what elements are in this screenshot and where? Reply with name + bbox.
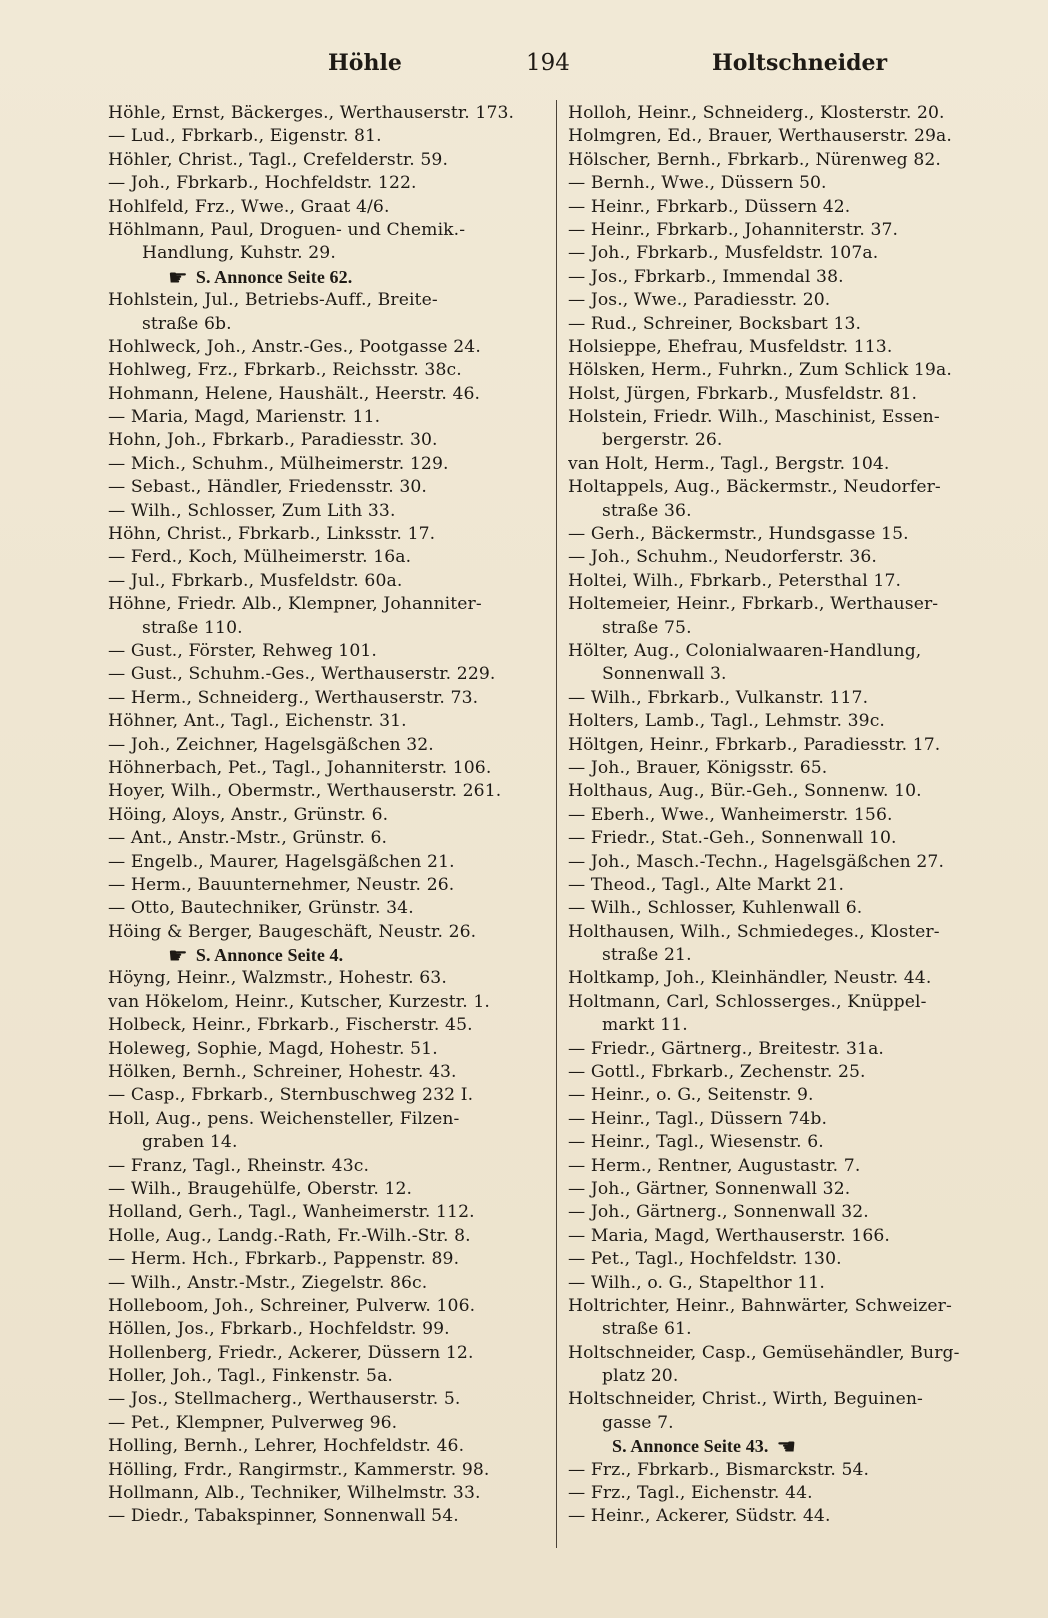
entry-text: Holtappels, Aug., Bäckermstr., Neudorfer- [568,477,941,498]
entry-text: — Frz., Tagl., Eichenstr. 44. [568,1483,813,1504]
entry-text: — Pet., Klempner, Pulverweg 96. [108,1412,398,1433]
directory-entry [568,453,1008,476]
entry-text: straße 36. [602,500,692,521]
directory-entry [568,967,1008,990]
directory-entry [568,1178,1008,1201]
entry-continuation [108,313,533,336]
directory-entry [568,313,1008,336]
entry-text: — Wilh., Schlosser, Kuhlenwall 6. [568,898,863,919]
entry-text: — Joh., Brauer, Königsstr. 65. [568,757,828,778]
entry-text: Holleboom, Joh., Schreiner, Pulverw. 106. [108,1295,476,1316]
directory-entry [108,1435,533,1458]
directory-entry [568,125,1008,148]
entry-text: Holstein, Friedr. Wilh., Maschinist, Essen- [568,407,940,428]
directory-entry [108,804,533,827]
entry-text: — Joh., Fbrkarb., Hochfeldstr. 122. [108,173,417,194]
entry-text: — Friedr., Stat.-Geh., Sonnenwall 10. [568,828,897,849]
entry-text: — Herm., Schneiderg., Werthauserstr. 73. [108,687,479,708]
entry-text: Holbeck, Heinr., Fbrkarb., Fischerstr. 45. [108,1015,473,1036]
directory-entry [108,1014,533,1037]
entry-text: — Maria, Magd, Werthauserstr. 166. [568,1225,890,1246]
directory-entry [108,406,533,429]
directory-entry [568,804,1008,827]
directory-entry [108,383,533,406]
directory-entry [568,1225,1008,1248]
directory-entry [568,1459,1008,1482]
directory-entry [108,219,533,242]
directory-entry [108,1365,533,1388]
directory-entry [108,523,533,546]
directory-entry [108,1225,533,1248]
entry-text: Hohlstein, Jul., Betriebs-Auff., Breite- [108,290,438,311]
directory-entry [108,1178,533,1201]
entry-text: Holtrichter, Heinr., Bahnwärter, Schweizer- [568,1295,952,1316]
entry-text: — Otto, Bautechniker, Grünstr. 34. [108,898,414,919]
entry-text: — Jos., Fbrkarb., Immendal 38. [568,266,844,287]
entry-continuation [568,1318,1008,1341]
entry-text: — Wilh., Schlosser, Zum Lith 33. [108,500,396,521]
directory-entry [568,266,1008,289]
directory-entry [568,1038,1008,1061]
entry-text: — Sebast., Händler, Friedensstr. 30. [108,477,427,498]
directory-entry [568,219,1008,242]
entry-text: Holloh, Heinr., Schneiderg., Klosterstr. 20. [568,103,945,123]
directory-entry [108,1505,533,1528]
entry-text: Holland, Gerh., Tagl., Wanheimerstr. 112. [108,1202,475,1223]
entry-text: Hölken, Bernh., Schreiner, Hohestr. 43. [108,1062,457,1083]
entry-text: Holst, Jürgen, Fbrkarb., Musfeldstr. 81. [568,383,918,404]
directory-entry [108,1108,533,1131]
directory-entry [568,921,1008,944]
entry-text: — Rud., Schreiner, Bocksbart 13. [568,313,862,334]
annonce-reference [568,1435,1008,1458]
entry-text: Hohlweck, Joh., Anstr.-Ges., Pootgasse 24. [108,336,481,357]
entry-continuation [568,1412,1008,1435]
entry-text: — Franz, Tagl., Rheinstr. 43c. [108,1155,370,1176]
entry-text: Höhne, Friedr. Alb., Klempner, Johanniter- [108,594,482,615]
directory-entry [568,546,1008,569]
entry-continuation [568,1014,1008,1037]
entry-text: — Eberh., Wwe., Wanheimerstr. 156. [568,804,893,825]
entry-continuation [568,617,1008,640]
column-divider [556,100,557,1548]
entry-text: Holmgren, Ed., Brauer, Werthauserstr. 29a. [568,126,952,147]
entry-continuation [568,944,1008,967]
directory-entry [568,336,1008,359]
directory-entry [108,1061,533,1084]
entry-text: — Heinr., o. G., Seitenstr. 9. [568,1085,814,1106]
directory-entry [108,500,533,523]
entry-continuation [568,663,1008,686]
entry-text: Höhle, Ernst, Bäckerges., Werthauserstr. 173. [108,103,515,123]
entry-text: Höyng, Heinr., Walzmstr., Hohestr. 63. [108,968,447,989]
entry-text: straße 61. [602,1319,692,1340]
entry-text: — Jos., Wwe., Paradiesstr. 20. [568,290,831,311]
entry-text: — Heinr., Fbrkarb., Düssern 42. [568,196,851,217]
entry-text: — Frz., Fbrkarb., Bismarckstr. 54. [568,1459,870,1480]
entry-text: — Bernh., Wwe., Düssern 50. [568,173,827,194]
directory-entry [568,476,1008,499]
directory-entry [568,1505,1008,1528]
directory-entry [568,1272,1008,1295]
directory-entry [568,991,1008,1014]
entry-text: Holthaus, Aug., Bür.-Geh., Sonnenw. 10. [568,781,922,802]
entry-text: Hoyer, Wilh., Obermstr., Werthauserstr. 261. [108,781,502,802]
directory-entry [568,734,1008,757]
entry-text: — Joh., Gärtnerg., Sonnenwall 32. [568,1202,869,1223]
entry-text: Holsieppe, Ehefrau, Musfeldstr. 113. [568,336,893,357]
directory-entry [568,640,1008,663]
entry-text: Höhler, Christ., Tagl., Crefelderstr. 59. [108,149,449,170]
entry-text: Höing, Aloys, Anstr., Grünstr. 6. [108,804,389,825]
entry-text: Handlung, Kuhstr. 29. [142,243,336,264]
directory-entry [108,687,533,710]
directory-entry [108,1318,533,1341]
entry-text: — Heinr., Fbrkarb., Johanniterstr. 37. [568,219,899,240]
directory-entry [568,851,1008,874]
directory-entry [568,359,1008,382]
entry-text: Hohlweg, Frz., Fbrkarb., Reichsstr. 38c. [108,360,462,381]
entry-text: van Hökelom, Heinr., Kutscher, Kurzestr. 1. [108,991,490,1012]
entry-text: — Wilh., Fbrkarb., Vulkanstr. 117. [568,687,869,708]
entry-text: — Herm., Rentner, Augustastr. 7. [568,1155,861,1176]
entry-text: Holthausen, Wilh., Schmiedeges., Kloster- [568,921,940,942]
directory-entry [108,1084,533,1107]
entry-text: gasse 7. [602,1412,674,1433]
directory-entry [568,874,1008,897]
entry-text: — Gust., Schuhm.-Ges., Werthauserstr. 229. [108,664,496,685]
directory-entry [568,406,1008,429]
entry-continuation [568,500,1008,523]
directory-entry [108,1201,533,1224]
entry-text: — Lud., Fbrkarb., Eigenstr. 81. [108,126,382,147]
entry-text: Hollmann, Alb., Techniker, Wilhelmstr. 33. [108,1483,481,1504]
entry-text: straße 6b. [142,313,232,334]
entry-text: — Wilh., Anstr.-Mstr., Ziegelstr. 86c. [108,1272,428,1293]
directory-entry [108,1155,533,1178]
directory-entry [568,196,1008,219]
entry-text: — Gerh., Bäckermstr., Hundsgasse 15. [568,524,909,545]
directory-entry [108,991,533,1014]
directory-entry [568,1108,1008,1131]
header-left-word: Höhle [328,50,402,76]
directory-entry [568,687,1008,710]
directory-entry [108,640,533,663]
entry-text: Holler, Joh., Tagl., Finkenstr. 5a. [108,1366,393,1387]
directory-entry [108,289,533,312]
directory-entry [108,1248,533,1271]
entry-text: Hölling, Frdr., Rangirmstr., Kammerstr. 98. [108,1459,490,1480]
directory-entry [568,1155,1008,1178]
entry-text: straße 110. [142,617,243,638]
directory-entry [108,921,533,944]
entry-text: — Herm., Bauunternehmer, Neustr. 26. [108,874,455,895]
directory-entry [108,897,533,920]
entry-text: — Diedr., Tabakspinner, Sonnenwall 54. [108,1506,459,1527]
directory-entry [108,359,533,382]
entry-text: Höhlmann, Paul, Droguen- und Chemik.- [108,219,466,240]
left-column [108,102,533,1529]
annonce-reference [108,266,533,289]
directory-entry [568,1248,1008,1271]
pointing-hand-icon: ☛ [168,944,188,968]
entry-continuation [108,242,533,265]
header-right-word: Holtschneider [712,50,888,76]
directory-entry [568,710,1008,733]
entry-text: Holtschneider, Casp., Gemüsehändler, Burg- [568,1342,960,1363]
directory-entry [568,897,1008,920]
directory-entry [108,710,533,733]
directory-entry [108,1482,533,1505]
directory-entry [108,546,533,569]
directory-entry [108,102,533,125]
right-column [568,102,1008,1529]
directory-entry [108,780,533,803]
directory-entry [108,1272,533,1295]
directory-entry [108,1412,533,1435]
entry-text: Höhn, Christ., Fbrkarb., Linksstr. 17. [108,524,436,545]
directory-entry [568,757,1008,780]
entry-text: Hölscher, Bernh., Fbrkarb., Nürenweg 82. [568,149,941,170]
page-number: 194 [526,50,570,76]
directory-entry [108,149,533,172]
entry-continuation [108,617,533,640]
directory-entry [568,780,1008,803]
entry-text: Höhnerbach, Pet., Tagl., Johanniterstr. 106. [108,757,492,778]
entry-continuation [568,429,1008,452]
directory-entry [108,1038,533,1061]
entry-text: Holeweg, Sophie, Magd, Hohestr. 51. [108,1038,438,1059]
directory-entry [568,1295,1008,1318]
directory-entry [568,827,1008,850]
directory-entry [568,523,1008,546]
entry-text: Holle, Aug., Landg.-Rath, Fr.-Wilh.-Str. 8. [108,1225,471,1246]
entry-text: S. Annonce Seite 43. [612,1436,769,1457]
entry-text: Holtschneider, Christ., Wirth, Beguinen- [568,1389,923,1410]
entry-text: — Joh., Zeichner, Hagelsgäßchen 32. [108,734,434,755]
directory-entry [108,453,533,476]
directory-entry [108,734,533,757]
entry-text: — Joh., Masch.-Techn., Hagelsgäßchen 27. [568,851,945,872]
entry-text: — Maria, Magd, Marienstr. 11. [108,407,381,428]
directory-entry [568,383,1008,406]
directory-entry [568,1342,1008,1365]
directory-entry [108,874,533,897]
entry-text: Holtemeier, Heinr., Fbrkarb., Werthauser- [568,594,939,615]
entry-text: — Pet., Tagl., Hochfeldstr. 130. [568,1249,842,1270]
directory-entry [568,172,1008,195]
entry-text: — Joh., Fbrkarb., Musfeldstr. 107a. [568,243,879,264]
entry-text: — Joh., Schuhm., Neudorferstr. 36. [568,547,877,568]
entry-text: S. Annonce Seite 62. [195,266,353,287]
entry-text: — Jos., Stellmacherg., Werthauserstr. 5. [108,1389,461,1410]
entry-text: Holtei, Wilh., Fbrkarb., Petersthal 17. [568,570,902,591]
annonce-reference [108,944,533,967]
entry-text: — Jul., Fbrkarb., Musfeldstr. 60a. [108,570,403,591]
directory-entry [568,1482,1008,1505]
entry-text: — Theod., Tagl., Alte Markt 21. [568,874,845,895]
directory-entry [568,1061,1008,1084]
entry-text: Hohmann, Helene, Haushält., Heerstr. 46. [108,383,481,404]
entry-text: Höhner, Ant., Tagl., Eichenstr. 31. [108,711,407,732]
entry-text: — Wilh., Braugehülfe, Oberstr. 12. [108,1178,413,1199]
entry-text: — Gust., Förster, Rehweg 101. [108,640,377,661]
directory-entry [108,429,533,452]
entry-text: Holl, Aug., pens. Weichensteller, Filzen- [108,1108,460,1129]
directory-entry [568,593,1008,616]
entry-text: S. Annonce Seite 4. [195,945,344,966]
directory-entry [108,1388,533,1411]
entry-text: — Wilh., o. G., Stapelthor 11. [568,1272,825,1293]
entry-text: graben 14. [142,1132,238,1153]
entry-text: — Joh., Gärtner, Sonnenwall 32. [568,1178,851,1199]
entry-text: — Heinr., Ackerer, Südstr. 44. [568,1506,831,1527]
entry-text: — Ant., Anstr.-Mstr., Grünstr. 6. [108,828,388,849]
entry-text: Hölter, Aug., Colonialwaaren-Handlung, [568,640,922,661]
directory-entry [568,570,1008,593]
directory-entry [108,196,533,219]
entry-text: markt 11. [602,1015,688,1036]
directory-entry [568,149,1008,172]
directory-entry [108,1459,533,1482]
entry-continuation [108,1131,533,1154]
entry-text: Holtkamp, Joh., Kleinhändler, Neustr. 44. [568,968,932,989]
entry-text: Hölsken, Herm., Fuhrkn., Zum Schlick 19a. [568,360,952,381]
directory-entry [108,967,533,990]
directory-entry [568,1131,1008,1154]
directory-entry [108,851,533,874]
entry-text: Hollenberg, Friedr., Ackerer, Düssern 12. [108,1342,474,1363]
entry-text: — Mich., Schuhm., Mülheimerstr. 129. [108,453,449,474]
directory-entry [108,476,533,499]
entry-text: Hohn, Joh., Fbrkarb., Paradiesstr. 30. [108,430,438,451]
entry-text: Höing & Berger, Baugeschäft, Neustr. 26. [108,921,477,942]
directory-entry [108,336,533,359]
entry-text: — Ferd., Koch, Mülheimerstr. 16a. [108,547,412,568]
entry-text: Holtmann, Carl, Schlosserges., Knüppel- [568,991,927,1012]
directory-entry [108,593,533,616]
directory-entry [108,1295,533,1318]
entry-text: Hohlfeld, Frz., Wwe., Graat 4/6. [108,196,390,217]
directory-entry [568,289,1008,312]
entry-text: — Heinr., Tagl., Wiesenstr. 6. [568,1132,824,1153]
directory-entry [568,242,1008,265]
entry-text: platz 20. [602,1366,679,1387]
directory-entry [108,1342,533,1365]
directory-entry [568,102,1008,125]
entry-text: — Herm. Hch., Fbrkarb., Pappenstr. 89. [108,1249,460,1270]
page-header [108,50,976,90]
directory-entry [108,172,533,195]
entry-text: bergerstr. 26. [602,430,723,451]
entry-text: Höllen, Jos., Fbrkarb., Hochfeldstr. 99. [108,1319,450,1340]
pointing-hand-icon: ☛ [168,265,188,290]
entry-text: Holling, Bernh., Lehrer, Hochfeldstr. 46. [108,1436,465,1457]
directory-entry [568,1388,1008,1411]
entry-text: Höltgen, Heinr., Fbrkarb., Paradiesstr. 17. [568,734,941,755]
directory-entry [108,827,533,850]
entry-text: — Engelb., Maurer, Hagelsgäßchen 21. [108,851,455,872]
directory-entry [108,125,533,148]
directory-entry [568,1084,1008,1107]
entry-text: van Holt, Herm., Tagl., Bergstr. 104. [568,453,890,474]
entry-text: straße 21. [602,945,692,966]
directory-entry [108,757,533,780]
entry-text: Sonnenwall 3. [602,664,727,685]
directory-entry [568,1201,1008,1224]
directory-entry [108,663,533,686]
pointing-hand-icon: ☚ [776,1435,797,1459]
directory-entry [108,570,533,593]
entry-continuation [568,1365,1008,1388]
entry-text: — Friedr., Gärtnerg., Breitestr. 31a. [568,1038,884,1059]
entry-text: Holters, Lamb., Tagl., Lehmstr. 39c. [568,711,885,732]
entry-text: — Gottl., Fbrkarb., Zechenstr. 25. [568,1062,866,1083]
entry-text: straße 75. [602,617,692,638]
entry-text: — Heinr., Tagl., Düssern 74b. [568,1108,828,1129]
entry-text: — Casp., Fbrkarb., Sternbuschweg 232 I. [108,1085,474,1106]
